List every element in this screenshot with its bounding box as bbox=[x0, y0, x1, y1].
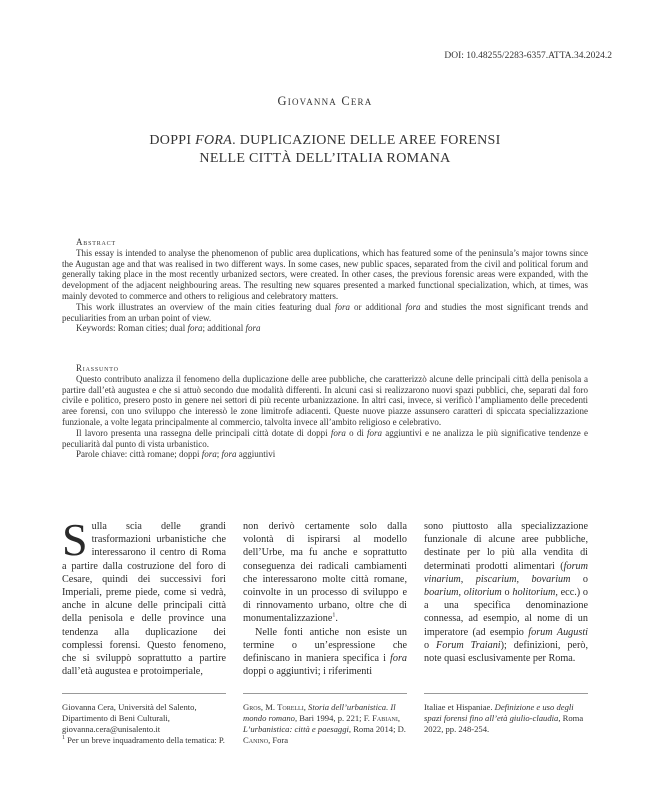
footnote-ref-1[interactable]: 1 bbox=[332, 613, 336, 620]
riassunto-paragraph-2: Il lavoro presenta una rassegna delle principali città dotate di doppi fora o di fora aggiuntivi e ne analizza le più significative tendenze e peculiarità dal punto di vista urbanistico. bbox=[62, 427, 588, 449]
body-column-1 bbox=[62, 514, 226, 678]
footnotes-column-3 bbox=[424, 702, 588, 735]
article-title bbox=[0, 132, 650, 168]
body-paragraph-1: Sulla scia delle grandi trasformazioni urbanistiche che interessarono il centro di Roma a partire dalla costruzione del foro di Cesare, quindi dei successivi fori Imperiali, preme piede, come si vedrà, anche in alcune delle principali città della penisola e delle province una tendenza alla duplicazione dei complessi forensi. Questo fenomeno, che si sviluppò soprattutto a partire dall’età augustea e protoimperiale, bbox=[62, 514, 226, 678]
title-line-2: NELLE CITTÀ DELL’ITALIA ROMANA bbox=[199, 151, 451, 166]
footnote-rule-1 bbox=[62, 693, 226, 694]
body-column-2 bbox=[243, 520, 407, 678]
footnotes-column-1 bbox=[62, 702, 226, 746]
footnote-rule-3 bbox=[424, 693, 588, 694]
footnote-1: $^1$ Per un breve inquadramento della tematica: P. bbox=[62, 735, 225, 745]
body-paragraph-3: Nelle fonti antiche non esiste un termine o un’espressione che definiscano in maniera specifica i fora doppi o aggiuntivi; i riferimenti bbox=[243, 626, 407, 678]
body-paragraph-2: non derivò certamente solo dalla volontà di ispirarsi al modello dell’Urbe, ma fu anche e soprattutto conseguenza dei radicali cambiamenti che interessarono molte città romane, coinvolte in un processo di sviluppo e di rinnovamento urbano, oltre che di monumentalizzazione$^1$. bbox=[243, 521, 407, 625]
author-name: Giovanna Cera bbox=[277, 94, 373, 108]
footnote-1-end: Italiae et Hispaniae. Definizione e uso degli spazi forensi fino all’età giulio-claudia, Roma 2022, pp. 248-254. bbox=[424, 702, 584, 734]
riassunto-paragraph-1: Questo contributo analizza il fenomeno della duplicazione delle aree pubbliche, che caratterizzò alcune delle principali città della penisola a partire dall’età augustea e che si attuò secondo due modalità differenti. In alcuni casi si realizzarono nuovi spazi pubblici, che, separati dal foro civile e politico, presero posto in genere nei settori di più recente urbanizzazione. In altri casi, invece, si verificò l’ampliamento delle precedenti aree forensi, con uno sviluppo che interessò le zone limitrofe adiacenti. Queste nuove piazze assunsero caratteri di spiccata specializzazione funzionale, a volte legata principalmente al commercio, talvolta invece all’ambito religioso e celebrativo. bbox=[62, 373, 588, 427]
footnote-rule-2 bbox=[243, 693, 407, 694]
abstract-heading: Abstract bbox=[76, 237, 116, 247]
footnotes-column-2 bbox=[243, 702, 407, 746]
author-affiliation: Giovanna Cera, Università del Salento, Dipartimento di Beni Culturali, giovanna.cera@unisalento.it bbox=[62, 702, 197, 734]
abstract-keywords: Keywords: Roman cities; dual fora; additional fora bbox=[76, 323, 261, 334]
riassunto-block bbox=[62, 363, 588, 460]
abstract-paragraph-1: This essay is intended to analyse the phenomenon of public area duplications, which has featured some of the peninsula’s major towns since the Augustan age and that was realised in two different ways. In some cases, new public spaces, separated from the civil and political forum and generally taking place in the most recently urbanized sectors, were created. In other cases, the previous forensic areas were expanded, with the development of the adjacent neighbouring areas. The resulting new squares presented a marked functional specialization, which, at times, was mainly devoted to commerce and others to religious and celebratory matters. bbox=[62, 247, 588, 301]
doi: DOI: 10.48255/2283-6357.ATTA.34.2024.2 bbox=[444, 51, 612, 61]
body-column-3 bbox=[424, 520, 588, 665]
footnote-1-continued: Gros, M. Torelli, Storia dell’urbanistica. Il mondo romano, Bari 1994, p. 221; F. Fabiani, L’urbanistica: città e paesaggi, Roma 2014; D. Canino, Fora bbox=[243, 702, 406, 745]
drop-cap: S bbox=[62, 514, 88, 565]
riassunto-heading: Riassunto bbox=[76, 363, 119, 373]
body-paragraph-4: sono piuttosto alla specializzazione funzionale di alcune aree pubbliche, destinate per lo più alla vendita di determinati prodotti alimentari (forum vinarium, piscarium, bovarium o boarium, olitorium o holitorium, ecc.) o a una specifica denominazione connessa, ad esempio, al nome di un imperatore (ad esempio forum Augusti o Forum Traiani); definizioni, però, note quasi esclusivamente per Roma. bbox=[424, 521, 589, 665]
abstract-block bbox=[62, 237, 588, 334]
riassunto-keywords: Parole chiave: città romane; doppi fora; fora aggiuntivi bbox=[76, 449, 276, 460]
title-line-1: DOPPI FORA. DUPLICAZIONE DELLE AREE FORENSI bbox=[149, 133, 501, 148]
abstract-paragraph-2: This work illustrates an overview of the main cities featuring dual fora or additional fora and studies the most significant trends and peculiarities from an urban point of view. bbox=[62, 301, 588, 323]
